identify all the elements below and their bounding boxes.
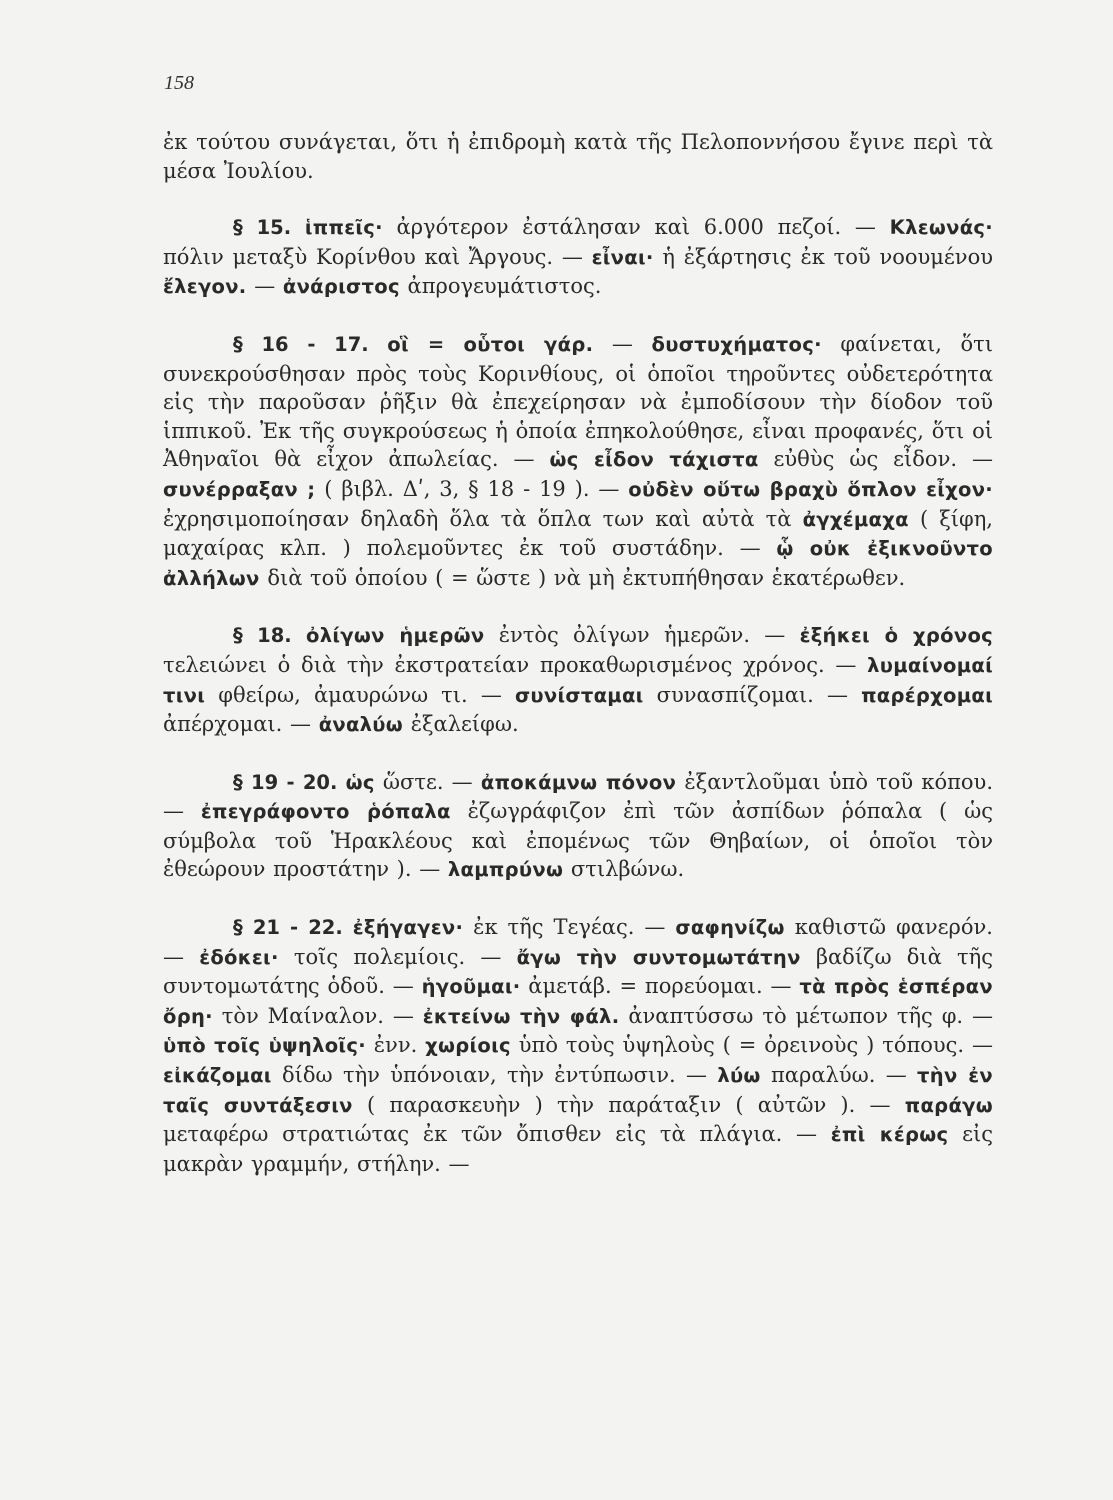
term: σαφηνίζω — [675, 916, 785, 940]
gloss: ( παρασκευὴν ) τὴν παράταξιν ( αὐτῶν ). — — [367, 1092, 891, 1117]
section-marker: § 15. — [233, 216, 292, 240]
term: ὀλίγων ἡμερῶν — [306, 624, 485, 648]
term: δυστυχήματος· — [651, 332, 822, 356]
term: ᾧ οὐκ ἐξικνοῦντο ἀλλήλων — [163, 537, 993, 590]
gloss: φθείρω, ἀμαυρώνω τι. — — [218, 682, 502, 707]
term: χωρίοις — [425, 1034, 511, 1058]
term: εἶναι· — [591, 245, 654, 269]
gloss: φαίνεται, ὅτι συνεκρούσθησαν πρὸς τοὺς Κορινθίους, οἱ ὁποῖοι τηροῦντες οὐδετερότητα εἰς τὴν παροῦσαν ῥῆξιν θὰ ἐπεχείρησαν νὰ ἐμποδίσουν τὴν δίοδον τοῦ ἱππικοῦ. Ἐκ τῆς συγκρούσεως ἡ ὁποία ἐπηκολούθησε, εἶναι προφανές, ὅτι οἱ Ἀθηναῖοι θὰ εἶχον ἀπωλείας. — — [163, 331, 993, 472]
section-marker: § 19 - 20. — [233, 770, 338, 794]
gloss: — — [611, 331, 633, 356]
term: ἀγχέμαχα — [802, 507, 909, 531]
term: ἐξήγαγεν· — [352, 916, 464, 940]
gloss: ἀργότερον ἐστάλησαν καὶ 6.000 πεζοί. — — [396, 215, 876, 240]
term: ἐδόκει· — [199, 945, 279, 969]
section-16-17-paragraph — [163, 330, 993, 593]
section-18-paragraph — [163, 621, 993, 739]
gloss: πόλιν μεταξὺ Κορίνθου καὶ Ἄργους. — — [163, 244, 583, 269]
gloss: συνασπίζομαι. — — [656, 682, 848, 707]
term: παρέρχομαι — [861, 683, 993, 707]
term: ἐπεγράφοντο ῥόπαλα — [200, 800, 451, 824]
gloss: βαδίζω διὰ τῆς συντομωτάτης ὁδοῦ. — — [163, 944, 993, 999]
term: Κλεωνάς· — [889, 216, 993, 240]
term: παράγω — [904, 1093, 993, 1117]
term: ὡς — [345, 770, 375, 794]
term: ἀνάριστος — [282, 275, 400, 299]
gloss: στιλβώνω. — [570, 857, 685, 882]
term: ἱππεῖς· — [304, 216, 383, 240]
gloss: εὐθὺς ὡς εἶδον. — — [773, 447, 993, 472]
term: ὑπὸ τοῖς ὑψηλοῖς· — [163, 1034, 366, 1058]
term: λαμπρύνω — [447, 858, 564, 882]
term: εἰκάζομαι — [163, 1064, 272, 1088]
gloss: διὰ τοῦ ὁποίου ( = ὥστε ) νὰ μὴ ἐκτυπήθησαν ἑκατέρωθεν. — [267, 565, 906, 590]
gloss: ἐξαλείφω. — [410, 712, 519, 737]
term: συνίσταμαι — [514, 683, 644, 707]
term: ἀποκάμνω πόνον — [480, 770, 677, 794]
section-marker: § 18. — [233, 624, 292, 648]
gloss: εἰς μακρὰν γραμμήν, στήλην. — — [163, 1122, 993, 1176]
term: ἐπὶ κέρως — [830, 1123, 949, 1147]
term: ἐκτείνω τὴν φάλ. — [422, 1004, 620, 1028]
gloss: ἀμετάβ. = πορεύομαι. — — [528, 974, 792, 999]
gloss: ἐζωγράφιζον ἐπὶ τῶν ἀσπίδων ῥόπαλα ( ὡς σύμβολα τοῦ Ἡρακλέους καὶ ἐπομένως τῶν Θηβαίων, οἱ ὁποῖοι τὸν ἐθεώρουν προστάτην ). — — [163, 799, 993, 882]
gloss: — — [254, 274, 276, 299]
term: ἀναλύω — [318, 713, 404, 737]
term: ἄγω τὴν συντομωτάτην — [516, 945, 801, 969]
gloss: τοῖς πολεμίοις. — — [293, 944, 502, 969]
term: συνέρραξαν ; — [163, 477, 316, 501]
gloss: ὥστε. — — [382, 769, 473, 794]
gloss: μεταφέρω στρατιώτας ἐκ τῶν ὄπισθεν εἰς τὰ πλάγια. — — [163, 1122, 818, 1147]
gloss: καθιστῶ φανερόν. — — [163, 915, 993, 969]
section-21-22-paragraph — [163, 913, 993, 1178]
section-15-paragraph — [163, 213, 993, 302]
gloss: ἐντὸς ὀλίγων ἡμερῶν. — — [498, 623, 786, 648]
page-body — [163, 128, 993, 1206]
gloss: τὸν Μαίναλον. — — [221, 1003, 414, 1028]
intro-paragraph: ἐκ τούτου συνάγεται, ὅτι ἡ ἐπιδρομὴ κατὰ τῆς Πελοποννήσου ἔγινε περὶ τὰ μέσα Ἰουλίου. — [163, 130, 993, 183]
gloss: παραλύω. — — [771, 1063, 907, 1088]
gloss: ἐχρησιμοποίησαν δηλαδὴ ὅλα τὰ ὅπλα των καὶ αὐτὰ τὰ — [163, 506, 792, 531]
term: ἡγοῦμαι· — [421, 975, 521, 999]
term: λύω — [717, 1064, 761, 1088]
term: οἳ = οὗτοι γάρ. — [387, 332, 594, 356]
term: τὴν ἐν ταῖς συντάξεσιν — [163, 1064, 994, 1117]
gloss: ( ξίφη, μαχαίρας κλπ. ) πολεμοῦντες ἐκ τοῦ συστάδην. — — [163, 506, 993, 561]
gloss: δίδω τὴν ὑπόνοιαν, τὴν ἐντύπωσιν. — — [282, 1063, 707, 1088]
section-marker: § 16 - 17. — [233, 332, 369, 356]
gloss: ἀπρογευμάτιστος. — [407, 274, 602, 299]
gloss: τελειώνει ὁ διὰ τὴν ἐκστρατείαν προκαθωρισμένος χρόνος. — — [163, 652, 857, 677]
section-marker: § 21 - 22. — [233, 916, 343, 940]
term: οὐδὲν οὕτω βραχὺ ὅπλον εἶχον· — [628, 477, 993, 501]
section-19-20-paragraph — [163, 768, 993, 885]
gloss: ἐκ τῆς Τεγέας. — — [473, 915, 666, 940]
gloss: ὑπὸ τοὺς ὑψηλοὺς ( = ὀρεινοὺς ) τόπους. — — [518, 1033, 993, 1058]
term: ὡς εἶδον τάχιστα — [549, 448, 759, 472]
term: ἔλεγον. — [163, 275, 247, 299]
gloss: ἐνν. — [373, 1033, 418, 1058]
term: ἐξήκει ὁ χρόνος — [799, 624, 994, 648]
gloss: ἀπέρχομαι. — — [163, 712, 311, 737]
gloss: ἀναπτύσσω τὸ μέτωπον τῆς φ. — — [628, 1003, 993, 1028]
gloss: ἐξαντλοῦμαι ὑπὸ τοῦ κόπου. — — [163, 769, 993, 824]
gloss: ἡ ἐξάρτησις ἐκ τοῦ νοουμένου — [662, 244, 993, 269]
gloss: ( βιβλ. Δʹ, 3, § 18 - 19 ). — — [324, 476, 620, 501]
term: λυμαίνομαί τινι — [163, 653, 993, 707]
term: τὰ πρὸς ἑσπέραν ὄρη· — [163, 975, 993, 1028]
page-number: 158 — [164, 72, 194, 94]
